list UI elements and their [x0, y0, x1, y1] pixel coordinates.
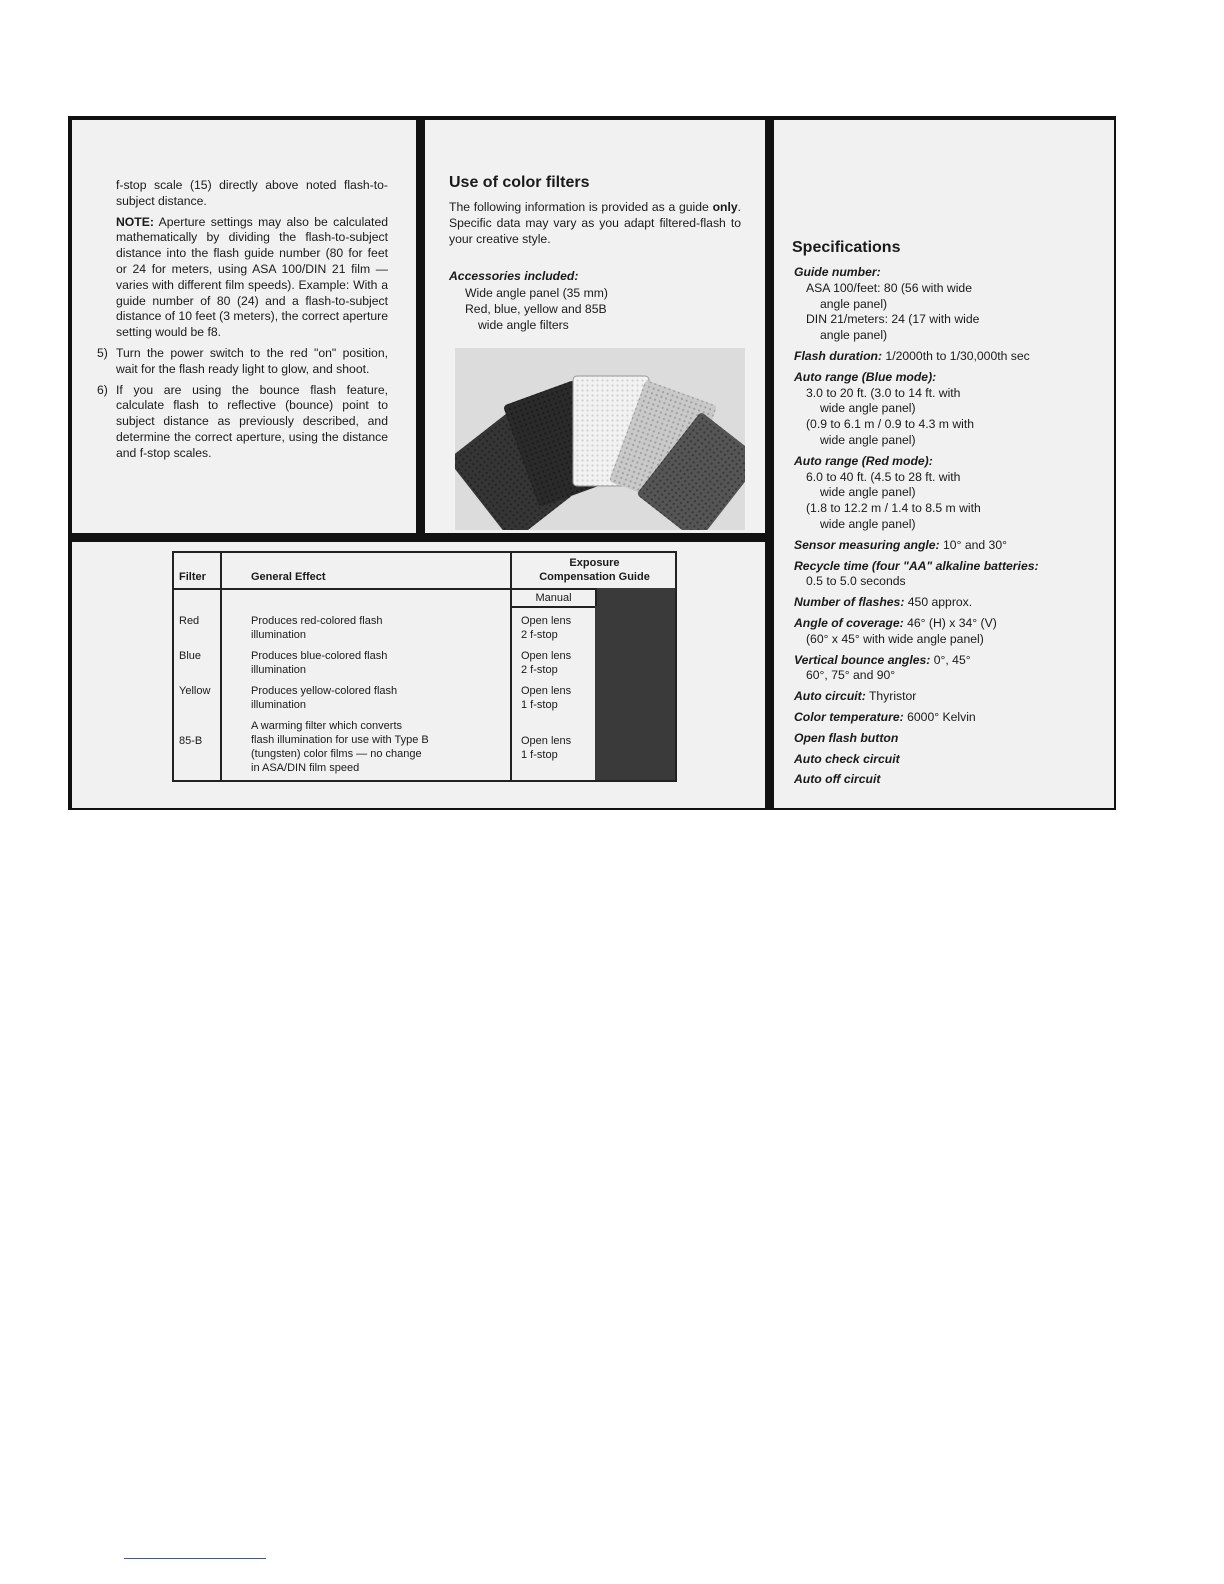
header-exposure-line: Exposure [569, 557, 620, 569]
step-item [97, 382, 388, 462]
comp-line: 1 f-stop [521, 749, 558, 761]
specifications-panel [774, 120, 1114, 808]
intro-part: The following information is provided as a guide [449, 200, 709, 214]
row-compensation [521, 684, 571, 712]
spec-value: 450 approx. [907, 595, 973, 610]
spec-value: (60° x 45° with wide angle panel) [806, 631, 984, 646]
spec-auto-range-red [794, 454, 1094, 533]
specs-list [794, 265, 1094, 793]
spec-angle-of-coverage [794, 616, 1094, 648]
row-compensation [521, 734, 571, 762]
note-text: Aperture settings may also be calculated mathematically by dividing the flash-to-subject distance into the flash guide number (80 for feet or 24 for meters, using ASA 100/DIN 21 film — varies with different film speeds). Example: With a guide number of 80 (24) and a flash-to-subject distance of 10 feet (3 meters), the correct aperture setting would be f8. [116, 214, 389, 340]
spec-label: Guide number: [794, 265, 881, 279]
color-filters-panel [425, 120, 765, 533]
spec-label: Angle of coverage: [794, 615, 904, 630]
spec-label: Sensor measuring angle: [794, 537, 940, 552]
spec-auto-check: Auto check circuit [794, 751, 900, 766]
comp-line: Open lens [521, 615, 572, 627]
spec-value: DIN 21/meters: 24 (17 with wide [806, 312, 980, 327]
step-text: If you are using the bounce flash feature, calculate flash to reflective (bounce) point to subject distance as previously described, and determine the correct aperture, using the distance and f-stop scales. [116, 382, 388, 460]
spec-value: wide angle panel) [820, 432, 916, 447]
spec-auto-range-blue [794, 370, 1094, 449]
footnote-rule [124, 1558, 266, 1559]
effect-line: Produces yellow-colored flash [251, 685, 398, 697]
spec-label: Auto circuit: [794, 689, 866, 704]
row-filter: Yellow [179, 685, 211, 697]
row-compensation [521, 649, 571, 677]
row-effect [251, 719, 429, 775]
spec-value: angle panel) [820, 328, 888, 343]
row-compensation [521, 614, 571, 642]
row-effect [251, 649, 387, 677]
row-effect [251, 684, 397, 712]
spec-value: 46° (H) x 34° (V) [907, 615, 997, 630]
spec-bounce-angles [794, 653, 1094, 685]
table-rule [595, 588, 597, 606]
step-text: Turn the power switch to the red "on" position, wait for the flash ready light to glow, and shoot. [116, 345, 388, 376]
row-effect [251, 614, 382, 642]
spec-auto-off: Auto off circuit [794, 772, 881, 787]
manual-page-scan [68, 116, 1116, 810]
row-filter: Red [179, 615, 200, 627]
effect-line: illumination [251, 629, 307, 641]
accessory-item: Red, blue, yellow and 85B [465, 301, 607, 316]
intro-text: f-stop scale (15) directly above noted flash-to-subject distance. [116, 178, 388, 208]
spec-value: wide angle panel) [820, 485, 916, 500]
comp-line: 2 f-stop [521, 664, 558, 676]
spec-color-temperature [794, 710, 1094, 726]
spec-auto-circuit [794, 689, 1094, 705]
spec-value: 10° and 30° [943, 537, 1007, 552]
spec-value: Thyristor [868, 689, 917, 704]
effect-line: A warming filter which converts [251, 720, 402, 732]
spec-label: Color temperature: [794, 709, 904, 724]
spec-value: 3.0 to 20 ft. (3.0 to 14 ft. with [806, 385, 961, 400]
spec-label: Auto range (Blue mode): [794, 369, 937, 384]
accessories-list [465, 286, 725, 333]
header-filter: Filter [179, 571, 206, 583]
specs-title: Specifications [792, 239, 901, 256]
row-filter: Blue [179, 650, 202, 662]
spec-value: 0.5 to 5.0 seconds [806, 574, 906, 589]
spec-flash-duration [794, 349, 1094, 365]
spec-value: ASA 100/feet: 80 (56 with wide [806, 280, 972, 295]
comp-line: 2 f-stop [521, 629, 558, 641]
comp-line: Open lens [521, 650, 572, 662]
filters-title: Use of color filters [449, 174, 590, 191]
filter-table-panel [72, 542, 765, 808]
spec-label: Vertical bounce angles: [794, 652, 931, 667]
spec-value: 1/2000th to 1/30,000th sec [885, 348, 1030, 363]
spec-value: (0.9 to 6.1 m / 0.9 to 4.3 m with [806, 417, 974, 432]
header-exposure-line: Compensation Guide [539, 571, 650, 583]
effect-line: Produces red-colored flash [251, 615, 383, 627]
accessory-item: Wide angle panel (35 mm) [465, 286, 608, 300]
steps-list [97, 345, 388, 462]
effect-line: flash illumination for use with Type B [251, 734, 429, 746]
step-item [97, 345, 388, 378]
note-label: NOTE: [116, 214, 154, 229]
effect-line: (tungsten) color films — no change [251, 748, 422, 760]
step-number: 6) [97, 382, 108, 397]
spec-value: 60°, 75° and 90° [806, 668, 896, 683]
spec-recycle-time [794, 559, 1094, 591]
spec-value: 6000° Kelvin [907, 709, 976, 724]
spec-label: Flash duration: [794, 348, 883, 363]
instructions-panel [72, 120, 416, 533]
comp-line: 1 f-stop [521, 699, 558, 711]
row-filter: 85-B [179, 735, 203, 747]
instructions-body [97, 178, 389, 467]
spec-label: Auto range (Red mode): [794, 453, 933, 468]
comp-line: Open lens [521, 735, 572, 747]
effect-line: illumination [251, 699, 307, 711]
spec-value: 0°, 45° [933, 652, 971, 667]
accessories-heading: Accessories included: [449, 269, 579, 283]
spec-value: (1.8 to 12.2 m / 1.4 to 8.5 m with [806, 501, 981, 516]
spec-label: Number of flashes: [794, 595, 905, 610]
filters-intro [449, 200, 741, 247]
spec-value: wide angle panel) [820, 516, 916, 531]
intro-emphasis: only [712, 200, 738, 214]
spec-number-of-flashes [794, 595, 1094, 611]
accessory-item-cont: wide angle filters [478, 317, 569, 332]
filters-photo [455, 348, 745, 530]
spec-value: angle panel) [820, 296, 888, 311]
spec-value: 6.0 to 40 ft. (4.5 to 28 ft. with [806, 469, 961, 484]
intro-part: . Specific data may vary as you adapt filtered-flash to your creative style. [449, 200, 742, 246]
effect-line: illumination [251, 664, 307, 676]
exposure-shaded-column [595, 588, 675, 780]
header-manual: Manual [535, 592, 572, 604]
comp-line: Open lens [521, 685, 572, 697]
note-paragraph [116, 215, 388, 341]
header-effect: General Effect [251, 571, 326, 583]
spec-open-flash: Open flash button [794, 730, 899, 745]
header-exposure [512, 556, 677, 584]
spec-sensor-angle [794, 538, 1094, 554]
effect-line: in ASA/DIN film speed [251, 762, 360, 774]
effect-line: Produces blue-colored flash [251, 650, 388, 662]
spec-guide-number [794, 265, 1094, 344]
filter-table [172, 551, 677, 782]
spec-label: Recycle time (four "AA" alkaline batteries: [794, 558, 1039, 573]
step-number: 5) [97, 345, 108, 360]
spec-value: wide angle panel) [820, 401, 916, 416]
